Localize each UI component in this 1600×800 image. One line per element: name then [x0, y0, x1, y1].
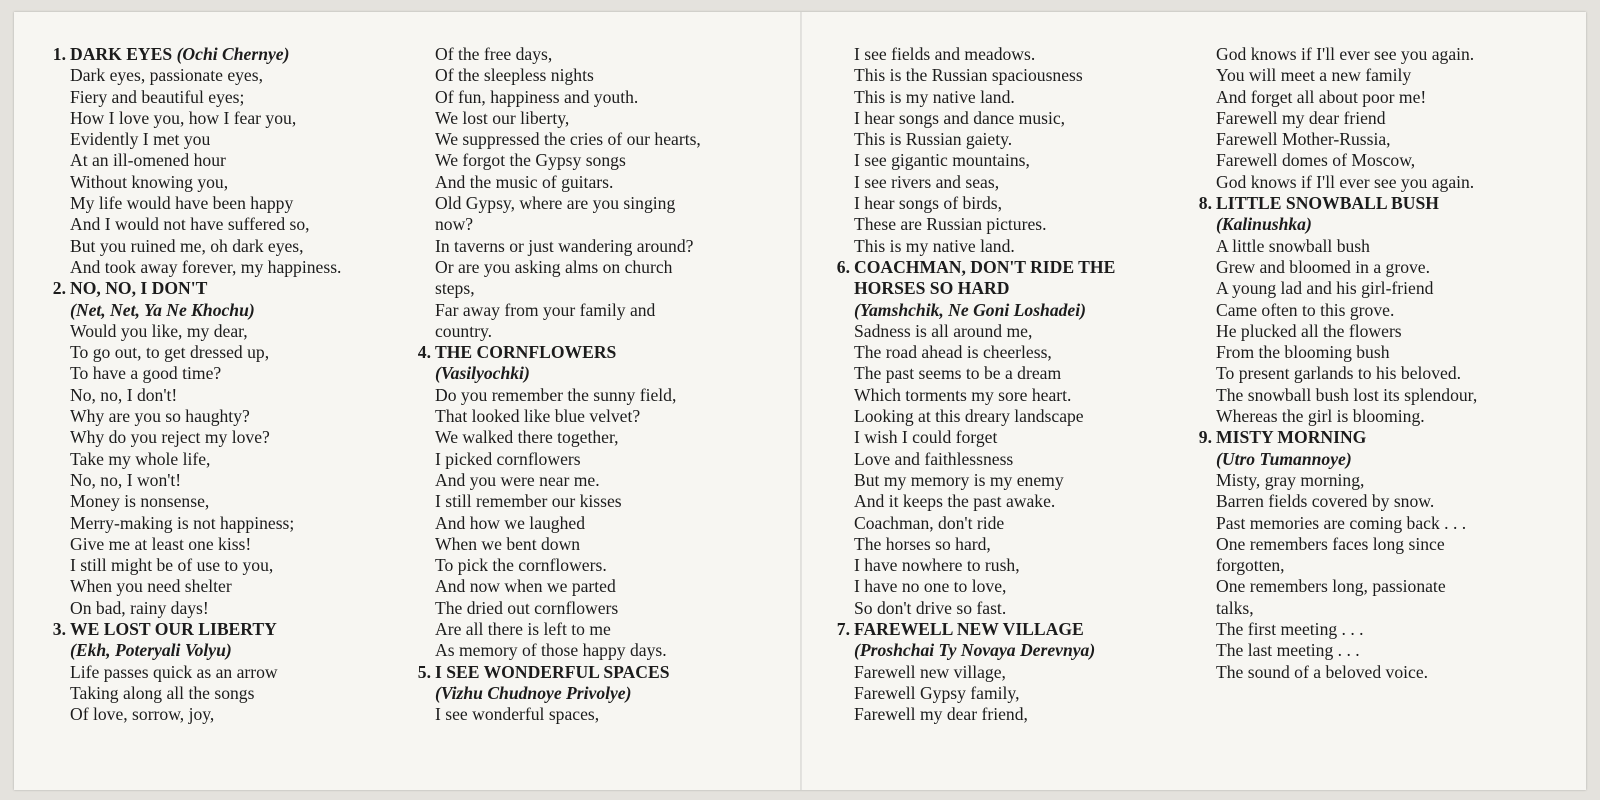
song-title-line	[70, 278, 395, 299]
lyric-line: You will meet a new family	[1216, 65, 1412, 86]
song-title: I SEE WONDERFUL SPACES	[435, 661, 670, 682]
lyric-line: And how we laughed	[435, 512, 586, 533]
lyric-line: talks,	[1216, 597, 1254, 618]
lyric-line: To pick the cornflowers.	[435, 555, 607, 576]
lyric-line: And you were near me.	[435, 469, 600, 490]
lyric-line: My life would have been happy	[70, 193, 294, 214]
song-title-line	[1216, 193, 1581, 214]
lyric-line: Farewell Gypsy family,	[854, 682, 1020, 703]
lyric-line: When we bent down	[435, 533, 581, 554]
lyric-line: On bad, rainy days!	[70, 597, 209, 618]
song-entry	[1186, 193, 1581, 427]
lyric-line: Would you like, my dear,	[70, 320, 248, 341]
lyric-line: Dark eyes, passionate eyes,	[70, 65, 263, 86]
lyric-line: But my memory is my enemy	[854, 469, 1064, 490]
lyric-line: Do you remember the sunny field,	[435, 384, 677, 405]
lyric-line: Give me at least one kiss!	[70, 533, 252, 554]
lyric-line: To present garlands to his beloved.	[1216, 363, 1462, 384]
lyric-line: We suppressed the cries of our hearts,	[435, 129, 701, 150]
song-original-title: (Vasilyochki)	[435, 363, 530, 384]
lyric-line: I still remember our kisses	[435, 491, 622, 512]
lyric-line: Looking at this dreary landscape	[854, 406, 1084, 427]
lyric-line: A young lad and his girl-friend	[1216, 278, 1434, 299]
lyric-line: The horses so hard,	[854, 533, 991, 554]
lyric-line: Of the free days,	[435, 44, 553, 64]
lyric-line: Which torments my sore heart.	[854, 384, 1072, 405]
song-title: LITTLE SNOWBALL BUSH	[1216, 193, 1439, 214]
lyric-line: God knows if I'll ever see you again.	[1216, 44, 1475, 64]
lyrics-column-1	[40, 44, 395, 726]
lyric-line: This is my native land.	[854, 86, 1015, 107]
lyric-line: No, no, I don't!	[70, 384, 178, 405]
lyric-line: Farewell Mother-Russia,	[1216, 129, 1391, 150]
song-number: 3.	[52, 619, 66, 640]
song-entry	[40, 619, 395, 725]
song-title: NO, NO, I DON'T	[70, 278, 208, 299]
lyric-line: The sound of a beloved voice.	[1216, 661, 1429, 682]
lyric-line: Of fun, happiness and youth.	[435, 86, 639, 107]
lyric-line: Coachman, don't ride	[854, 512, 1005, 533]
lyric-line: To have a good time?	[70, 363, 222, 384]
lyric-line: Whereas the girl is blooming.	[1216, 406, 1425, 427]
lyric-line: And the music of guitars.	[435, 171, 614, 192]
song-entry	[824, 619, 1189, 725]
song-title-line	[435, 342, 785, 363]
song-number: 6.	[836, 256, 850, 277]
lyric-line: Take my whole life,	[70, 448, 211, 469]
song-number: 8.	[1198, 193, 1212, 214]
song-original-title: (Kalinushka)	[1216, 214, 1312, 235]
song-title-line	[70, 619, 395, 640]
lyric-line: I picked cornflowers	[435, 448, 581, 469]
lyric-line: Old Gypsy, where are you singing	[435, 193, 676, 214]
song-continuation	[1186, 44, 1581, 193]
song-original-title: (Yamshchik, Ne Goni Loshadei)	[854, 299, 1086, 320]
lyric-line: In taverns or just wandering around?	[435, 235, 694, 256]
lyric-line: Came often to this grove.	[1216, 299, 1395, 320]
lyric-line: country.	[435, 320, 492, 341]
lyric-line: At an ill-omened hour	[70, 150, 226, 171]
lyric-line: Evidently I met you	[70, 129, 211, 150]
song-original-title: (Proshchai Ty Novaya Derevnya)	[854, 640, 1096, 661]
lyric-line: Money is nonsense,	[70, 491, 210, 512]
lyric-line: This is Russian gaiety.	[854, 129, 1013, 150]
lyric-line: Grew and bloomed in a grove.	[1216, 256, 1430, 277]
lyric-line: Taking along all the songs	[70, 682, 255, 703]
lyric-line: Why do you reject my love?	[70, 427, 270, 448]
lyric-line: Fiery and beautiful eyes;	[70, 86, 245, 107]
song-title: FAREWELL NEW VILLAGE	[854, 619, 1084, 640]
song-number: 2.	[52, 278, 66, 299]
lyric-line: The dried out cornflowers	[435, 597, 619, 618]
lyric-line: That looked like blue velvet?	[435, 406, 641, 427]
lyric-line: But you ruined me, oh dark eyes,	[70, 235, 304, 256]
song-title: HORSES SO HARD	[854, 278, 1010, 299]
lyric-line: I have no one to love,	[854, 576, 1007, 597]
lyric-line: He plucked all the flowers	[1216, 320, 1402, 341]
lyric-line: Far away from your family and	[435, 299, 656, 320]
lyric-line: This is the Russian spaciousness	[854, 65, 1083, 86]
song-continuation	[405, 44, 785, 342]
lyric-line: Past memories are coming back . . .	[1216, 512, 1467, 533]
lyric-line: I still might be of use to you,	[70, 555, 274, 576]
lyric-line: And I would not have suffered so,	[70, 214, 310, 235]
lyric-line: Sadness is all around me,	[854, 320, 1033, 341]
lyric-line: God knows if I'll ever see you again.	[1216, 171, 1475, 192]
song-title: THE CORNFLOWERS	[435, 342, 617, 363]
lyric-line: We forgot the Gypsy songs	[435, 150, 626, 171]
lyric-line: To go out, to get dressed up,	[70, 342, 270, 363]
song-entry	[40, 278, 395, 619]
lyric-line: I see fields and meadows.	[854, 44, 1036, 64]
lyric-line: I see gigantic mountains,	[854, 150, 1030, 171]
lyric-line: One remembers long, passionate	[1216, 576, 1446, 597]
lyric-line: The snowball bush lost its splendour,	[1216, 384, 1478, 405]
lyric-line: Love and faithlessness	[854, 448, 1014, 469]
lyric-line: How I love you, how I fear you,	[70, 107, 297, 128]
song-number: 1.	[52, 44, 66, 64]
lyric-line: The road ahead is cheerless,	[854, 342, 1052, 363]
lyric-line: Of the sleepless nights	[435, 65, 594, 86]
lyric-line: And it keeps the past awake.	[854, 491, 1056, 512]
song-number: 7.	[836, 619, 850, 640]
lyric-line: The last meeting . . .	[1216, 640, 1360, 661]
song-title: DARK EYES	[70, 44, 173, 64]
song-number: 4.	[417, 342, 431, 363]
lyric-line: One remembers faces long since	[1216, 533, 1445, 554]
song-title-line	[854, 278, 1189, 299]
lyric-line: I see rivers and seas,	[854, 171, 1000, 192]
lyrics-booklet-spread	[14, 12, 1586, 790]
song-title: MISTY MORNING	[1216, 427, 1367, 448]
song-entry	[405, 342, 785, 661]
song-entry	[40, 44, 395, 278]
lyric-line: Of love, sorrow, joy,	[70, 704, 215, 725]
song-title: WE LOST OUR LIBERTY	[70, 619, 277, 640]
lyrics-column-3	[824, 44, 1189, 726]
song-original-title: (Ochi Chernye)	[176, 44, 290, 64]
song-title-line	[70, 44, 395, 65]
lyric-line: So don't drive so fast.	[854, 597, 1007, 618]
song-entry	[824, 257, 1189, 619]
lyric-line: We walked there together,	[435, 427, 619, 448]
lyric-line: And now when we parted	[435, 576, 616, 597]
song-original-title: (Vizhu Chudnoye Privolye)	[435, 682, 632, 703]
song-entry	[1186, 427, 1581, 683]
lyric-line: Farewell my dear friend,	[854, 704, 1028, 725]
lyric-line: I wish I could forget	[854, 427, 998, 448]
song-number: 5.	[417, 661, 431, 682]
lyric-line: No, no, I won't!	[70, 469, 182, 490]
song-title-line	[854, 619, 1189, 640]
booklet-fold	[800, 12, 802, 790]
lyric-line: steps,	[435, 278, 475, 299]
lyric-line: These are Russian pictures.	[854, 214, 1047, 235]
lyric-line: When you need shelter	[70, 576, 232, 597]
lyric-line: This is my native land.	[854, 235, 1015, 256]
lyric-line: Barren fields covered by snow.	[1216, 491, 1435, 512]
lyric-line: We lost our liberty,	[435, 107, 570, 128]
lyric-line: I see wonderful spaces,	[435, 704, 600, 725]
lyric-line: The first meeting . . .	[1216, 619, 1364, 640]
lyric-line: And took away forever, my happiness.	[70, 256, 342, 277]
lyric-line: forgotten,	[1216, 555, 1285, 576]
song-number: 9.	[1198, 427, 1212, 448]
lyric-line: I have nowhere to rush,	[854, 555, 1020, 576]
lyric-line: Or are you asking alms on church	[435, 256, 673, 277]
song-original-title: (Utro Tumannoye)	[1216, 448, 1352, 469]
lyric-line: Farewell domes of Moscow,	[1216, 150, 1416, 171]
lyric-line: Farewell my dear friend	[1216, 107, 1386, 128]
lyrics-column-4	[1186, 44, 1581, 683]
song-continuation	[824, 44, 1189, 257]
song-title-line	[854, 257, 1189, 278]
lyric-line: I hear songs of birds,	[854, 193, 1003, 214]
lyric-line: Merry-making is not happiness;	[70, 512, 295, 533]
lyric-line: The past seems to be a dream	[854, 363, 1062, 384]
lyric-line: I hear songs and dance music,	[854, 107, 1066, 128]
lyric-line: Farewell new village,	[854, 661, 1006, 682]
lyric-line: Life passes quick as an arrow	[70, 661, 278, 682]
lyric-line: now?	[435, 214, 474, 235]
lyric-line: Why are you so haughty?	[70, 406, 250, 427]
song-original-title: (Net, Net, Ya Ne Khochu)	[70, 299, 255, 320]
song-title-line	[435, 662, 785, 683]
lyric-line: Without knowing you,	[70, 171, 229, 192]
lyric-line: As memory of those happy days.	[435, 640, 667, 661]
lyric-line: A little snowball bush	[1216, 235, 1370, 256]
lyric-line: And forget all about poor me!	[1216, 86, 1427, 107]
lyrics-column-2	[405, 44, 785, 726]
lyric-line: From the blooming bush	[1216, 342, 1390, 363]
song-title: COACHMAN, DON'T RIDE THE	[854, 256, 1116, 277]
song-entry	[405, 662, 785, 726]
lyric-line: Are all there is left to me	[435, 619, 611, 640]
lyric-line: Misty, gray morning,	[1216, 469, 1365, 490]
song-original-title: (Ekh, Poteryali Volyu)	[70, 640, 232, 661]
song-title-line	[1216, 427, 1581, 448]
